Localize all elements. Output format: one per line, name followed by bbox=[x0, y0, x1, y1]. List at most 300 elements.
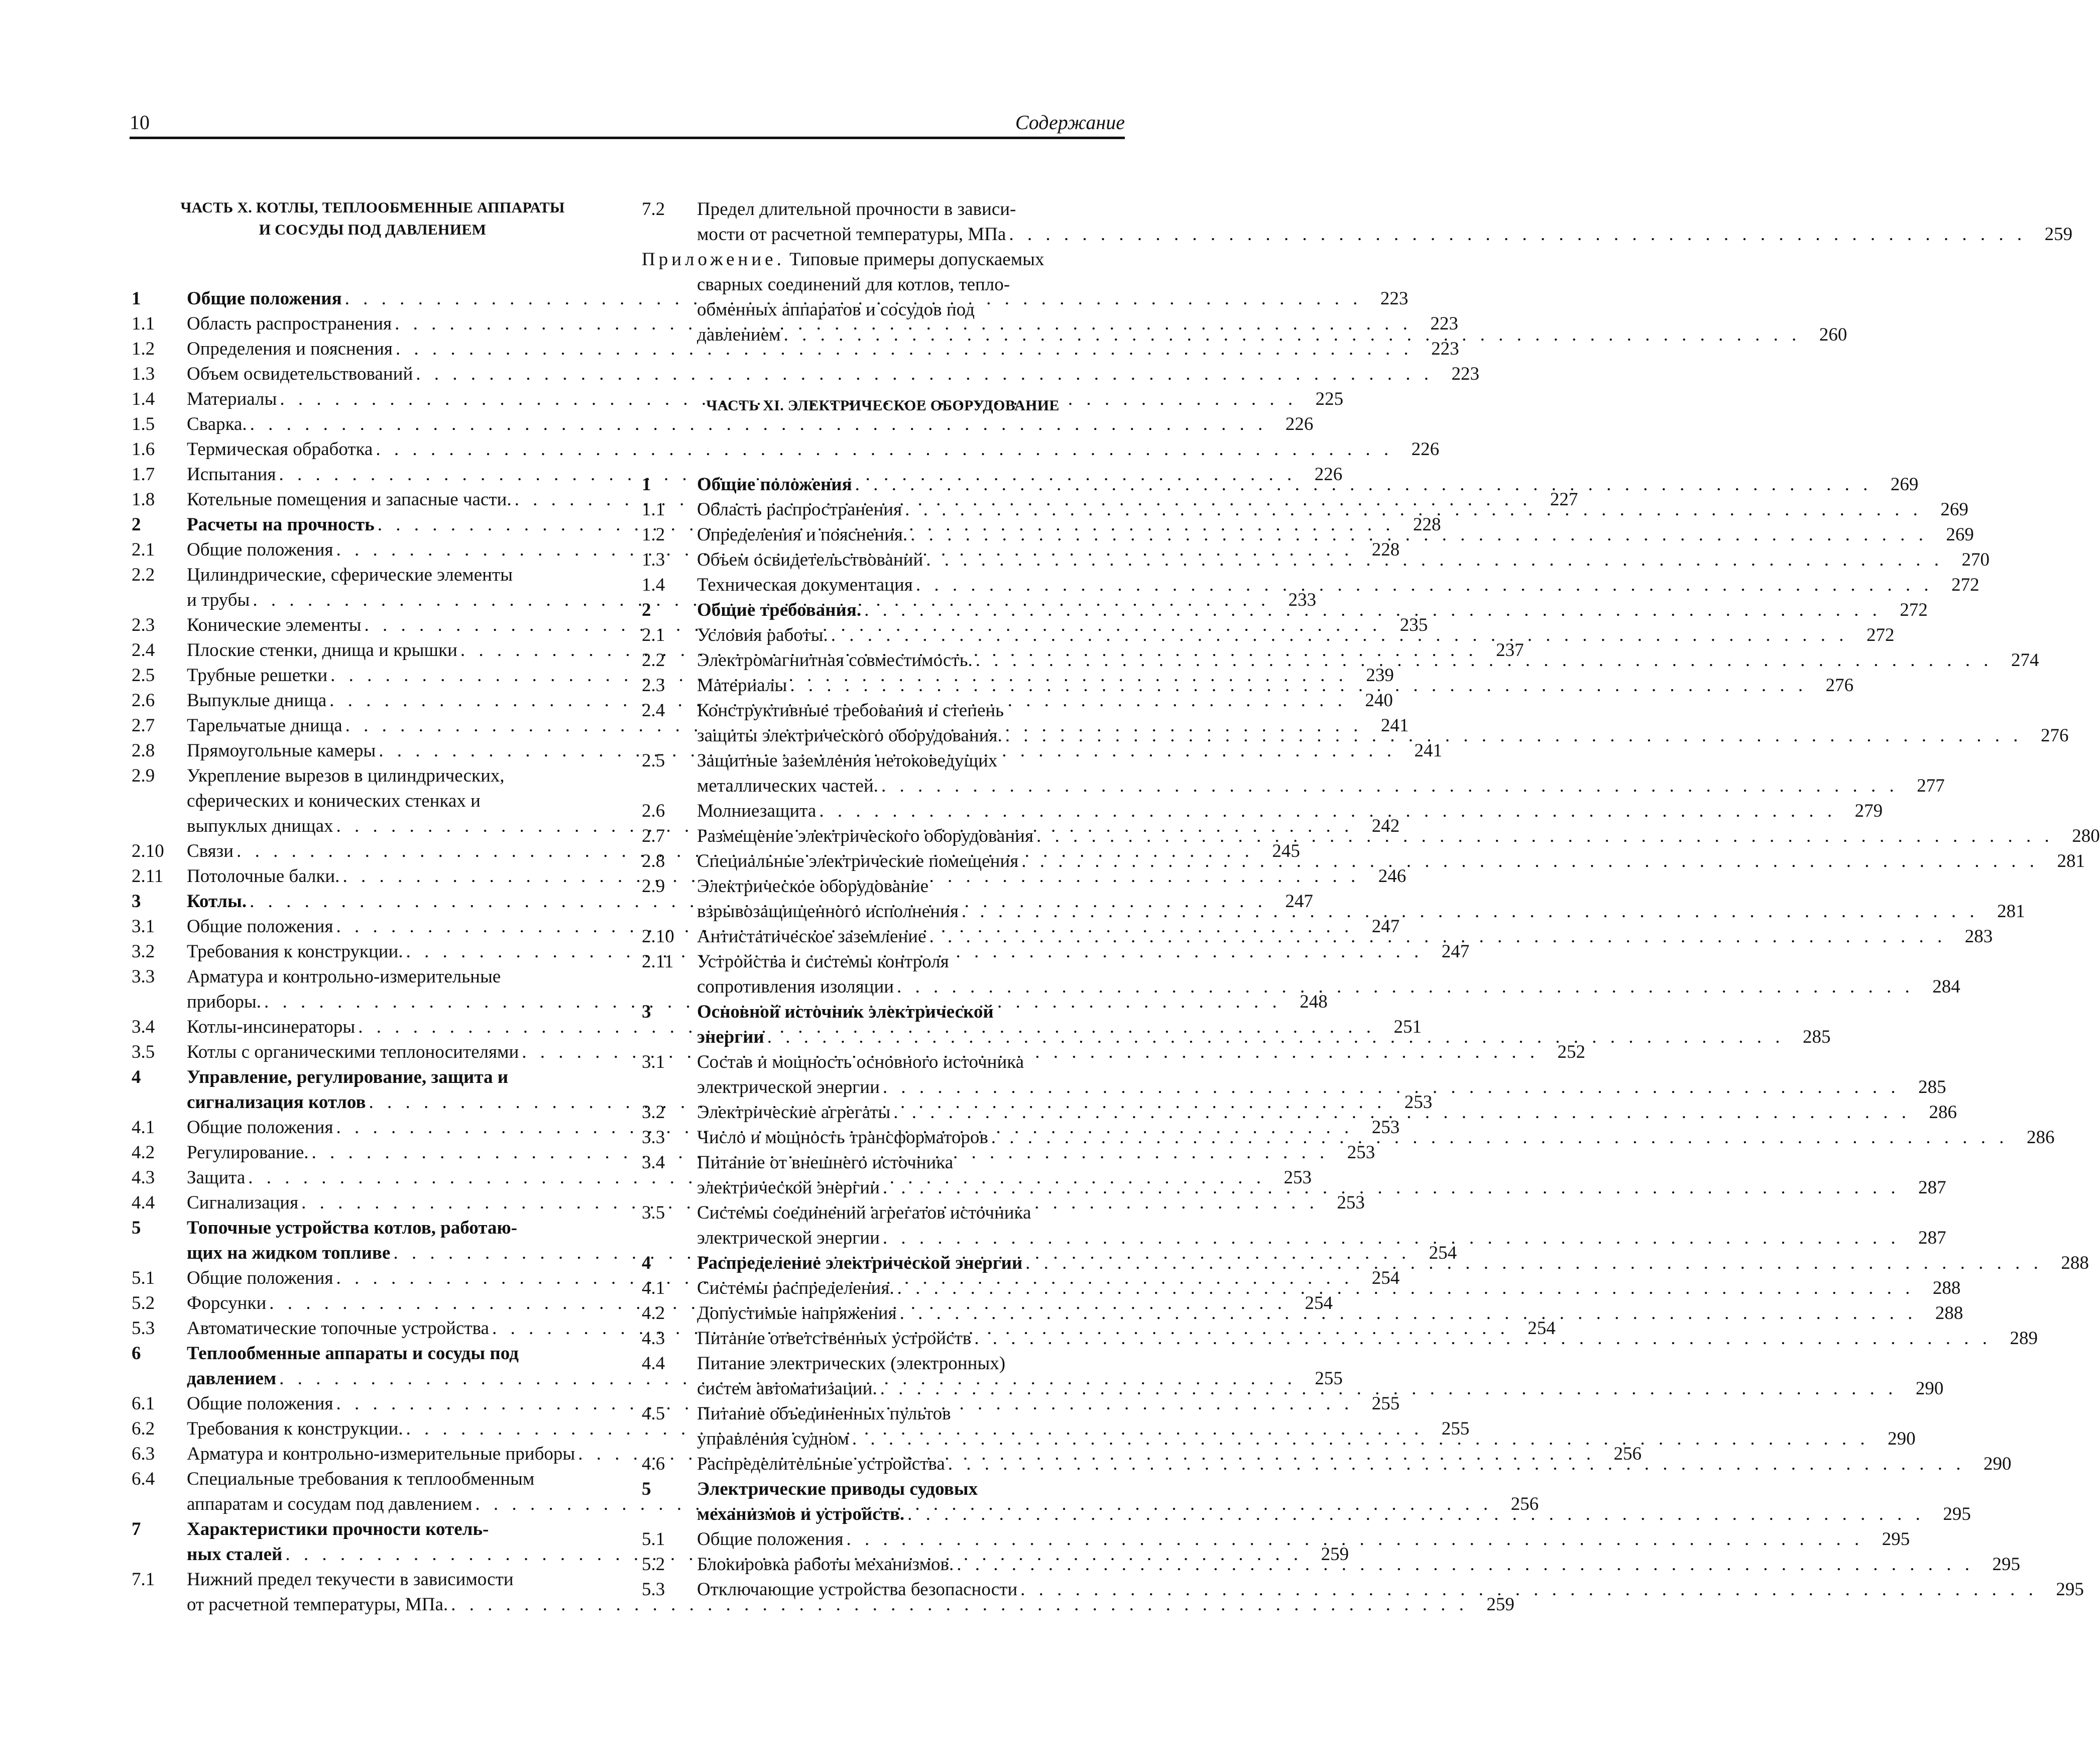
toc-entry-title bbox=[697, 573, 1939, 598]
toc-entry-number: 1.4 bbox=[642, 575, 665, 595]
toc-entry-title bbox=[697, 1000, 1791, 1050]
toc-entry-page: 240 bbox=[1365, 690, 1393, 711]
toc-entry-number: 2 bbox=[132, 514, 141, 535]
toc-entry-title-line: Форсунки bbox=[187, 1293, 267, 1313]
toc-entry-number: 5 bbox=[132, 1218, 141, 1238]
toc-entry-number: 5.1 bbox=[642, 1529, 665, 1550]
toc-entry-page: 253 bbox=[1371, 1117, 1400, 1138]
toc-entry-number: 5.2 bbox=[132, 1293, 155, 1313]
toc-entry-title-line: Характеристики прочности котель- bbox=[187, 1519, 489, 1539]
leader-dots bbox=[945, 1452, 1965, 1477]
toc-entry-title-line: Сварка. bbox=[187, 414, 247, 434]
toc-entry-title-line: систем автоматизации. bbox=[697, 1378, 877, 1399]
toc-entry-title-line: Общие положения bbox=[187, 1393, 333, 1414]
toc-entry-number: 4.3 bbox=[132, 1167, 155, 1188]
toc-entry-page: 255 bbox=[1371, 1393, 1400, 1414]
leader-dots bbox=[849, 1426, 1870, 1452]
toc-entry-title-line: ных сталей bbox=[187, 1544, 283, 1565]
toc-entry-page: 295 bbox=[2056, 1579, 2084, 1600]
toc-entry-title-line: Защитные заземления нетоковедущих bbox=[697, 750, 998, 771]
toc-entry-page: 227 bbox=[1550, 489, 1578, 510]
toc-entry-title-line: Материалы bbox=[697, 675, 787, 696]
leader-dots bbox=[1017, 1577, 2038, 1602]
toc-entry-number: 1.3 bbox=[132, 364, 155, 384]
toc-entry-page: 290 bbox=[1888, 1428, 1916, 1449]
leader-dots bbox=[890, 1100, 1911, 1125]
toc-entry-title-line: Управление, регулирование, защита и bbox=[187, 1067, 509, 1087]
appendix-title-line-2: сварных соединений для котлов, тепло- bbox=[697, 274, 1010, 295]
toc-entry[interactable] bbox=[132, 412, 1314, 437]
toc-entry-number: 2.1 bbox=[132, 539, 155, 560]
toc-entry-title-line: Укрепление вырезов в цилиндрических, bbox=[187, 765, 505, 786]
leader-dots bbox=[852, 472, 1873, 497]
toc-entry-number: 6.3 bbox=[132, 1444, 155, 1464]
toc-entry-page: 290 bbox=[1984, 1454, 2012, 1474]
toc-entry-number: 7.1 bbox=[132, 1569, 155, 1590]
toc-entry-number: 2.1 bbox=[642, 625, 665, 645]
toc-entry-page: 272 bbox=[1951, 575, 1979, 595]
toc-entry-page: 252 bbox=[1557, 1042, 1585, 1062]
toc-entry-number: 6.1 bbox=[132, 1393, 155, 1414]
toc-entry-title bbox=[697, 673, 1813, 698]
toc-entry-number: 2.3 bbox=[642, 675, 665, 696]
toc-entry-page: 295 bbox=[1943, 1504, 1971, 1524]
toc-entry-page: 254 bbox=[1528, 1318, 1556, 1339]
toc-entry-page: 245 bbox=[1272, 841, 1300, 861]
toc-entry-title-line: Системы распределения. bbox=[697, 1278, 894, 1298]
toc-entry-page: 276 bbox=[2040, 725, 2069, 746]
leader-dots bbox=[954, 1552, 1974, 1577]
leader-dots bbox=[861, 598, 1882, 623]
toc-entry-title bbox=[697, 1301, 1923, 1326]
leader-dots bbox=[764, 1025, 1785, 1050]
toc-entry-title-line: электрической энергии bbox=[697, 1228, 880, 1248]
toc-entry-page: 281 bbox=[1997, 901, 2025, 922]
toc-entry-page: 226 bbox=[1411, 439, 1440, 460]
toc-entry-title-line: Условия работы. bbox=[697, 625, 828, 645]
leader-dots bbox=[1006, 222, 2026, 247]
toc-entry-number: 3 bbox=[132, 891, 141, 912]
toc-entry-title-line: аппаратам и сосудам под давлением bbox=[187, 1494, 473, 1514]
leader-dots bbox=[816, 799, 1836, 824]
toc-entry-title-line: и трубы bbox=[187, 590, 250, 610]
leader-dots bbox=[913, 573, 1933, 598]
toc-entry-page: 269 bbox=[1890, 474, 1919, 495]
leader-dots bbox=[973, 648, 1993, 673]
toc-entry-number: 3.4 bbox=[132, 1017, 155, 1037]
toc-entry-number: 4.2 bbox=[642, 1303, 665, 1324]
toc-entry-page: 285 bbox=[1918, 1077, 1946, 1097]
toc-entry-number: 2 bbox=[642, 600, 651, 620]
toc-entry-title-line: Определения и пояснения bbox=[187, 339, 393, 359]
leader-dots bbox=[781, 322, 1807, 348]
toc-entry-number: 2.2 bbox=[132, 565, 155, 585]
toc-entry-page: 223 bbox=[1430, 313, 1458, 334]
toc-entry-page: 259 bbox=[1486, 1594, 1514, 1615]
toc-entry-title-line: Связи bbox=[187, 841, 234, 861]
toc-entry-title bbox=[697, 1251, 2049, 1276]
part-xi-title: ЧАСТЬ XI. ЭЛЕКТРИЧЕСКОЕ ОБОРУДОВАНИЕ bbox=[706, 397, 1060, 414]
toc-entry-number: 3.4 bbox=[642, 1152, 665, 1173]
toc-entry-page: 269 bbox=[1940, 499, 1968, 520]
toc-entry-title-line: Выпуклые днища bbox=[187, 690, 327, 711]
toc-entry-title bbox=[697, 598, 1888, 623]
toc-entry-title-line: Специальные электрические помещения bbox=[697, 851, 1019, 871]
toc-entry-title-line: Питание от внешнего источника bbox=[697, 1152, 954, 1173]
leader-dots bbox=[923, 547, 1943, 573]
toc-entry-page: 254 bbox=[1305, 1293, 1333, 1313]
toc-entry-page: 228 bbox=[1413, 514, 1441, 535]
toc-entry-page: 270 bbox=[1961, 549, 1990, 570]
toc-entry-page: 253 bbox=[1337, 1192, 1365, 1213]
toc-entry-title-line: электрической энергии bbox=[697, 1177, 880, 1198]
toc-entry-title-line: Расчеты на прочность bbox=[187, 514, 375, 535]
toc-entry[interactable] bbox=[642, 197, 2073, 247]
toc-entry-page: 280 bbox=[2072, 826, 2100, 846]
leader-dots bbox=[878, 774, 1899, 799]
toc-entry-title bbox=[697, 1276, 1920, 1301]
toc-entry-page: 295 bbox=[1992, 1554, 2020, 1575]
toc-entry-page: 288 bbox=[1932, 1278, 1961, 1298]
toc-entry-title bbox=[697, 648, 1999, 673]
toc-entry-page: 290 bbox=[1915, 1378, 1944, 1399]
toc-entry-title-line: Котлы-инсинераторы bbox=[187, 1017, 356, 1037]
toc-entry-number: 1.4 bbox=[132, 389, 155, 409]
toc-entry-number: 1.2 bbox=[132, 339, 155, 359]
toc-entry-title bbox=[697, 1452, 1971, 1477]
toc-entry-number: 1.1 bbox=[642, 499, 665, 520]
toc-entry-title-line: Тарельчатые днища bbox=[187, 715, 342, 736]
toc-entry-title-line: сопротивления изоляции bbox=[697, 976, 894, 997]
toc-entry-title-line: Конические элементы bbox=[187, 615, 362, 635]
toc-entry-number: 4.6 bbox=[642, 1454, 665, 1474]
toc-entry-title-line: Топочные устройства котлов, работаю- bbox=[187, 1218, 517, 1238]
toc-entry-number: 2.11 bbox=[132, 866, 164, 887]
leader-dots bbox=[894, 974, 1914, 1000]
leader-dots bbox=[1033, 824, 2054, 849]
toc-entry-title-line: Объем освидетельствований bbox=[697, 549, 923, 570]
toc-entry-title-line: Электрическое оборудование bbox=[697, 876, 929, 897]
toc-entry-title-line: Регулирование. bbox=[187, 1142, 309, 1163]
toc-entry-page: 276 bbox=[1825, 675, 1854, 696]
appendix-page: 260 bbox=[1819, 324, 1847, 345]
toc-entry-page: 286 bbox=[2027, 1127, 2055, 1148]
toc-entry-page: 242 bbox=[1371, 816, 1400, 836]
running-title: Содержание bbox=[1015, 111, 1125, 134]
toc-entry-number: 2.9 bbox=[642, 876, 665, 897]
toc-entry-page: 272 bbox=[1900, 600, 1928, 620]
toc-entry-number: 3.1 bbox=[132, 916, 155, 937]
toc-entry-number: 2.4 bbox=[132, 640, 155, 660]
toc-entry-number: 2.5 bbox=[132, 665, 155, 686]
toc-entry-page: 254 bbox=[1371, 1268, 1400, 1288]
toc-entry-number: 4.1 bbox=[132, 1117, 155, 1138]
toc-entry-number: 2.6 bbox=[132, 690, 155, 711]
toc-entry-title bbox=[697, 1351, 1903, 1401]
toc-entry-title bbox=[697, 924, 1952, 949]
toc-entry[interactable] bbox=[132, 337, 1459, 362]
toc-entry-page: 239 bbox=[1366, 665, 1394, 686]
toc-entry-title bbox=[697, 1050, 1906, 1100]
toc-entry-number: 4.2 bbox=[132, 1142, 155, 1163]
toc-entry-title bbox=[697, 497, 1928, 522]
toc-entry[interactable] bbox=[642, 799, 1883, 824]
toc-entry-title-line: давлением bbox=[187, 1368, 277, 1389]
toc-entry-number: 1.6 bbox=[132, 439, 155, 460]
toc-entry-page: 287 bbox=[1918, 1228, 1946, 1248]
toc-entry-page: 254 bbox=[1429, 1243, 1457, 1263]
toc-entry-title-line: взрывозащищенного исполнения bbox=[697, 901, 959, 922]
toc-entry-title-line: Общие положения bbox=[187, 288, 342, 309]
toc-entry-page: 233 bbox=[1288, 590, 1317, 610]
toc-entry-title-line: Сигнализация bbox=[187, 1192, 299, 1213]
toc-entry-page: 284 bbox=[1932, 976, 1960, 997]
leader-dots bbox=[787, 673, 1807, 698]
toc-entry-title-line: Питание электрических (электронных) bbox=[697, 1353, 1006, 1374]
toc-entry-title-line: Теплообменные аппараты и сосуды под bbox=[187, 1343, 519, 1364]
toc-entry-title bbox=[697, 1552, 1980, 1577]
toc-entry-number: 5.3 bbox=[642, 1579, 665, 1600]
toc-entry-title bbox=[697, 1150, 1906, 1200]
toc-entry-title-line: сигнализация котлов bbox=[187, 1092, 366, 1113]
toc-entry-title-line: Котельные помещения и запасные части. bbox=[187, 489, 512, 510]
leader-dots bbox=[877, 1376, 1898, 1401]
toc-entry-number: 3.5 bbox=[642, 1202, 665, 1223]
toc-entry-number: 5 bbox=[642, 1479, 651, 1499]
toc-entry[interactable] bbox=[642, 1577, 2084, 1602]
toc-entry-title-line: Блокировка работы механизмов. bbox=[697, 1554, 954, 1575]
appendix-title-line-3: обменных аппаратов и сосудов под bbox=[697, 299, 975, 320]
toc-entry-title-line: Электрические агрегаты bbox=[697, 1102, 891, 1123]
toc-entry-title-line: Устройства и системы контроля bbox=[697, 951, 949, 972]
toc-entry-title-line: Требования к конструкции. bbox=[187, 941, 403, 962]
toc-entry-title-line: защиты электрического оборудования. bbox=[697, 725, 1002, 746]
toc-entry-title bbox=[697, 698, 2028, 748]
toc-entry-title-line: Требования к конструкции. bbox=[187, 1418, 403, 1439]
page-header bbox=[130, 111, 1125, 139]
toc-entry-title-line: Техническая документация bbox=[697, 575, 913, 595]
toc-entry-title-line: управления судном bbox=[697, 1428, 849, 1449]
toc-entry-title-line: выпуклых днищах bbox=[187, 816, 333, 836]
leader-dots bbox=[880, 1175, 1900, 1200]
toc-entry-number: 4 bbox=[642, 1253, 651, 1273]
toc-entry-number: 4.1 bbox=[642, 1278, 665, 1298]
toc-entry-title-line: от расчетной температуры, МПа. bbox=[187, 1594, 448, 1615]
toc-entry-number: 1.8 bbox=[132, 489, 155, 510]
leader-dots bbox=[904, 1502, 1925, 1527]
toc-entry-title bbox=[697, 1200, 1906, 1251]
toc-entry-title bbox=[697, 197, 2032, 247]
toc-entry-title bbox=[697, 949, 1920, 1000]
toc-entry-title-line: Цилиндрические, сферические элементы bbox=[187, 565, 513, 585]
toc-entry-title bbox=[697, 1100, 1917, 1125]
toc-entry[interactable] bbox=[642, 1527, 1910, 1552]
toc-entry-title-line: Конструктивные требования и степень bbox=[697, 700, 1004, 721]
toc-entry-page: 277 bbox=[1917, 776, 1945, 796]
toc-entry-number: 2.6 bbox=[642, 801, 665, 821]
toc-entry-title-line: Питание ответственных устройств bbox=[697, 1328, 972, 1349]
toc-entry-page: 259 bbox=[1321, 1544, 1349, 1565]
toc-entry-title bbox=[697, 874, 1985, 924]
toc-entry-number: 2.9 bbox=[132, 765, 155, 786]
toc-entry-page: 285 bbox=[1803, 1027, 1831, 1047]
part-x-title-line-2: И СОСУДЫ ПОД ДАВЛЕНИЕМ bbox=[259, 222, 487, 238]
part-x-toc-continued bbox=[642, 197, 2073, 247]
toc-entry-title-line: Прямоугольные камеры bbox=[187, 740, 376, 761]
toc-entry-title-line: щих на жидком топливе bbox=[187, 1243, 391, 1263]
toc-entry-page: 253 bbox=[1284, 1167, 1312, 1188]
appendix-label: Приложение. bbox=[642, 249, 785, 270]
toc-entry-title-line: приборы. bbox=[187, 992, 262, 1012]
toc-entry-number: 4.5 bbox=[642, 1403, 665, 1424]
part-x-title-line-1: ЧАСТЬ X. КОТЛЫ, ТЕПЛООБМЕННЫЕ АППАРАТЫ bbox=[180, 199, 565, 216]
toc-entry-page: 295 bbox=[1882, 1529, 1910, 1550]
toc-entry-title-line: Нижний предел текучести в зависимости bbox=[187, 1569, 514, 1590]
toc-entry-page: 235 bbox=[1399, 615, 1428, 635]
toc-entry-number: 4.3 bbox=[642, 1328, 665, 1349]
toc-entry-number: 1.3 bbox=[642, 549, 665, 570]
toc-entry-number: 2.2 bbox=[642, 650, 665, 671]
toc-entry-page: 259 bbox=[2044, 224, 2073, 245]
toc-entry-page: 241 bbox=[1414, 740, 1442, 761]
toc-entry-page: 226 bbox=[1285, 414, 1314, 434]
toc-entry[interactable] bbox=[132, 362, 1480, 387]
toc-entry-page: 247 bbox=[1371, 916, 1400, 937]
leader-dots bbox=[971, 1326, 1992, 1351]
toc-entry-number: 6.4 bbox=[132, 1469, 155, 1489]
toc-entry-number: 2.10 bbox=[132, 841, 164, 861]
toc-entry-number: 1 bbox=[132, 288, 141, 309]
toc-entry-number: 2.7 bbox=[132, 715, 155, 736]
toc-entry-title-line: Общие положения bbox=[697, 474, 852, 495]
toc-entry-page: 223 bbox=[1451, 364, 1480, 384]
toc-entry-title-line: Молниезащита bbox=[697, 801, 816, 821]
toc-entry-number: 6 bbox=[132, 1343, 141, 1364]
toc-entry-page: 247 bbox=[1441, 941, 1470, 962]
toc-entry-title-line: сферических и конических стенках и bbox=[187, 791, 481, 811]
toc-entry-page: 283 bbox=[1964, 926, 1993, 947]
toc-entry-title bbox=[697, 1527, 1870, 1552]
leader-dots bbox=[897, 1301, 1917, 1326]
toc-entry-number: 3.3 bbox=[642, 1127, 665, 1148]
toc-entry-page: 253 bbox=[1347, 1142, 1375, 1163]
toc-entry-page: 288 bbox=[1935, 1303, 1963, 1324]
toc-entry-page: 241 bbox=[1380, 715, 1409, 736]
toc-entry-number: 2.7 bbox=[642, 826, 665, 846]
toc-entry-title bbox=[697, 1326, 1998, 1351]
toc-entry-title-line: Термическая обработка bbox=[187, 439, 373, 460]
toc-entry-page: 251 bbox=[1393, 1017, 1422, 1037]
toc-entry-page: 223 bbox=[1380, 288, 1409, 309]
toc-entry-title-line: Объем освидетельствований bbox=[187, 364, 413, 384]
toc-entry-title-line: Общие требования. bbox=[697, 600, 862, 620]
toc-entry-page: 288 bbox=[2061, 1253, 2089, 1273]
toc-entry-number: 3.3 bbox=[132, 966, 155, 987]
toc-entry-page: 255 bbox=[1441, 1418, 1470, 1439]
toc-entry-title bbox=[697, 623, 1854, 648]
toc-entry-title-line: металлических частей. bbox=[697, 776, 878, 796]
toc-entry-title-line: электрической энергии bbox=[697, 1077, 880, 1097]
toc-entry[interactable] bbox=[642, 573, 1979, 598]
toc-entry-title-line: Число и мощность трансформаторов bbox=[697, 1127, 988, 1148]
toc-entry-title-line: Арматура и контрольно-измерительные bbox=[187, 966, 501, 987]
toc-entry-page: 256 bbox=[1510, 1494, 1539, 1514]
toc-entry-number: 2.11 bbox=[642, 951, 674, 972]
toc-entry-page: 289 bbox=[2010, 1328, 2038, 1349]
toc-entry-number: 1.1 bbox=[132, 313, 155, 334]
toc-entry-page: 226 bbox=[1314, 464, 1343, 485]
toc-entry-title-line: Системы соединений агрегатов источника bbox=[697, 1202, 1031, 1223]
appendix-title-line-1: Типовые примеры допускаемых bbox=[789, 249, 1044, 270]
part-x-title bbox=[132, 197, 614, 241]
toc-entry-page: 225 bbox=[1315, 389, 1344, 409]
toc-entry-title-line: Электромагнитная совместимость. bbox=[697, 650, 973, 671]
toc-entry-page: 286 bbox=[1929, 1102, 1957, 1123]
leader-dots bbox=[907, 522, 1928, 547]
toc-entry-number: 2.8 bbox=[132, 740, 155, 761]
toc-entry-title bbox=[697, 547, 1949, 573]
leader-dots bbox=[1022, 1251, 2043, 1276]
toc-entry-page: 253 bbox=[1404, 1092, 1433, 1113]
toc-entry-number: 2.3 bbox=[132, 615, 155, 635]
toc-entry-title-line: Арматура и контрольно-измерительные приборы bbox=[187, 1444, 575, 1464]
toc-entry-title bbox=[697, 472, 1878, 497]
toc-entry-title-line: Общие положения bbox=[697, 1529, 844, 1550]
toc-entry-page: 228 bbox=[1371, 539, 1400, 560]
toc-entry-number: 3.2 bbox=[132, 941, 155, 962]
toc-entry-title-line: Общие положения bbox=[187, 916, 333, 937]
toc-entry-title bbox=[697, 1577, 2044, 1602]
toc-entry-title bbox=[697, 824, 2060, 849]
toc-entry-page: 247 bbox=[1285, 891, 1313, 912]
leader-dots bbox=[828, 623, 1848, 648]
toc-entry-title-line: Котлы с органическими теплоносителями bbox=[187, 1042, 519, 1062]
toc-entry-number: 6.2 bbox=[132, 1418, 155, 1439]
toc-entry-title bbox=[697, 849, 2045, 874]
toc-entry-title-line: Электрические приводы судовых bbox=[697, 1479, 978, 1499]
toc-entry-title-line: Автоматические топочные устройства bbox=[187, 1318, 489, 1339]
toc-entry-title-line: Распределение электрической энергии bbox=[697, 1253, 1023, 1273]
toc-entry-page: 274 bbox=[2011, 650, 2039, 671]
leader-dots bbox=[1018, 849, 2039, 874]
toc-entry-title-line: Питание объединенных пультов bbox=[697, 1403, 951, 1424]
leader-dots bbox=[926, 924, 1946, 949]
toc-entry-number: 2.5 bbox=[642, 750, 665, 771]
toc-entry-page: 256 bbox=[1613, 1444, 1642, 1464]
toc-entry-title-line: Материалы bbox=[187, 389, 277, 409]
toc-entry-title-line: Отключающие устройства безопасности bbox=[697, 1579, 1018, 1600]
toc-entry-title-line: Котлы. bbox=[187, 891, 247, 912]
toc-entry-title-line: Допустимые напряжения bbox=[697, 1303, 897, 1324]
toc-entry-title-line: Испытания bbox=[187, 464, 276, 485]
toc-entry-title-line: Общие положения bbox=[187, 1117, 333, 1138]
toc-entry-number: 1.5 bbox=[132, 414, 155, 434]
toc-entry-page: 272 bbox=[1866, 625, 1895, 645]
leader-dots bbox=[894, 1276, 1915, 1301]
leader-dots bbox=[880, 1226, 1900, 1251]
toc-entry-title-line: Трубные решетки bbox=[187, 665, 328, 686]
toc-entry-title bbox=[697, 1401, 1876, 1452]
toc-entry-page: 287 bbox=[1918, 1177, 1946, 1198]
toc-entry[interactable] bbox=[132, 437, 1440, 462]
appendix-title-line-4: давлением bbox=[697, 324, 781, 345]
toc-entry-page: 223 bbox=[1431, 339, 1459, 359]
toc-entry-number: 7.2 bbox=[642, 199, 665, 219]
toc-entry-title-line: мости от расчетной температуры, МПа bbox=[697, 224, 1006, 245]
toc-entry-number: 5.3 bbox=[132, 1318, 155, 1339]
toc-entry-page: 269 bbox=[1946, 524, 1974, 545]
toc-entry-title-line: энергии bbox=[697, 1027, 764, 1047]
